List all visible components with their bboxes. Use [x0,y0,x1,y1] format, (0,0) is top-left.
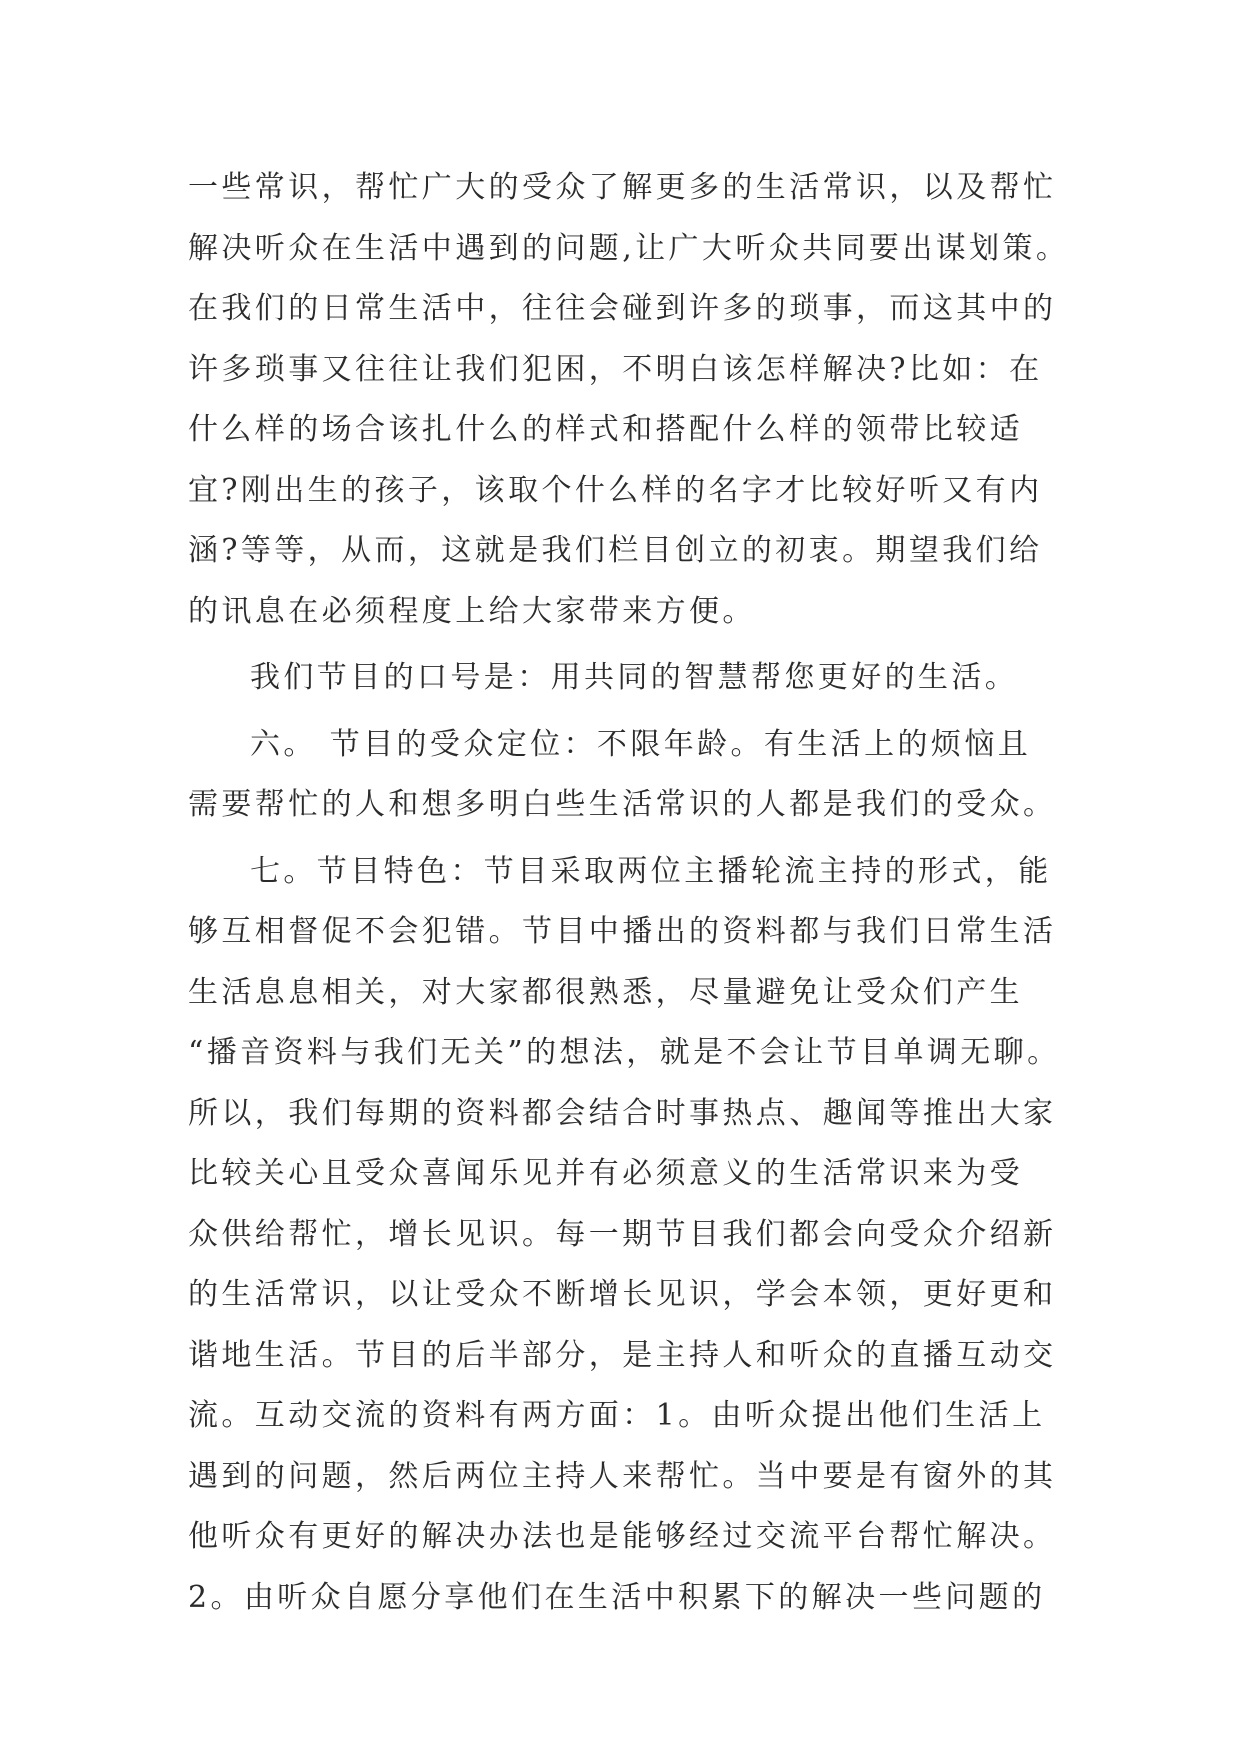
paragraph-line: 所以，我们每期的资料都会结合时事热点、趣闻等推出大家 [188,1095,1057,1131]
paragraph-line: “播音资料与我们无关”的想法，就是不会让节目单调无聊。 [188,1035,1061,1070]
paragraph-line: 宜?刚出生的孩子，该取个什么样的名字才比较好听又有内 [188,472,1043,508]
paragraph-line: 流。互动交流的资料有两方面：1。由听众提出他们生活上 [188,1398,1046,1433]
paragraph-line: 许多琐事又往往让我们犯困，不明白该怎样解决?比如：在 [188,351,1043,387]
paragraph-line: 需要帮忙的人和想多明白些生活常识的人都是我们的受众。 [188,787,1057,822]
paragraph-line: 谐地生活。节目的后半部分，是主持人和听众的直播互动交 [188,1337,1057,1373]
paragraph-line: 解决听众在生活中遇到的问题,让广大听众共同要出谋划策。 [188,230,1070,266]
paragraph-line: 他听众有更好的解决办法也是能够经过交流平台帮忙解决。 [188,1519,1057,1554]
paragraph-line: 比较关心且受众喜闻乐见并有必须意义的生活常识来为受 [188,1156,1023,1191]
paragraph-line: 的生活常识，以让受众不断增长见识，学会本领，更好更和 [188,1277,1057,1312]
paragraph-line: 涵?等等，从而，这就是我们栏目创立的初衷。期望我们给 [188,533,1043,568]
paragraph-line: 一些常识，帮忙广大的受众了解更多的生活常识，以及帮忙 [188,170,1057,205]
paragraph-line-indented: 六。 节目的受众定位：不限年龄。有生活上的烦恼且 [250,726,1032,762]
paragraph-line: 遇到的问题，然后两位主持人来帮忙。当中要是有窗外的其 [188,1458,1057,1494]
paragraph-line: 的讯息在必须程度上给大家带来方便。 [188,593,756,629]
paragraph-line: 生活息息相关，对大家都很熟悉，尽量避免让受众们产生 [188,974,1023,1010]
paragraph-line-indented: 我们节目的口号是：用共同的智慧帮您更好的生活。 [250,660,1019,695]
paragraph-line: 够互相督促不会犯错。节目中播出的资料都与我们日常生活 [188,914,1057,949]
paragraph-line: 在我们的日常生活中，往往会碰到许多的琐事，而这其中的 [188,291,1057,326]
paragraph-line: 2。由听众自愿分享他们在生活中积累下的解决一些问题的 [188,1579,1046,1615]
paragraph-line: 众供给帮忙，增长见识。每一期节目我们都会向受众介绍新 [188,1216,1057,1252]
paragraph-line: 什么样的场合该扎什么的样式和搭配什么样的领带比较适 [188,412,1023,447]
document-body [188,158,1088,1628]
paragraph-line-indented: 七。节目特色：节目采取两位主播轮流主持的形式，能 [250,853,1052,889]
